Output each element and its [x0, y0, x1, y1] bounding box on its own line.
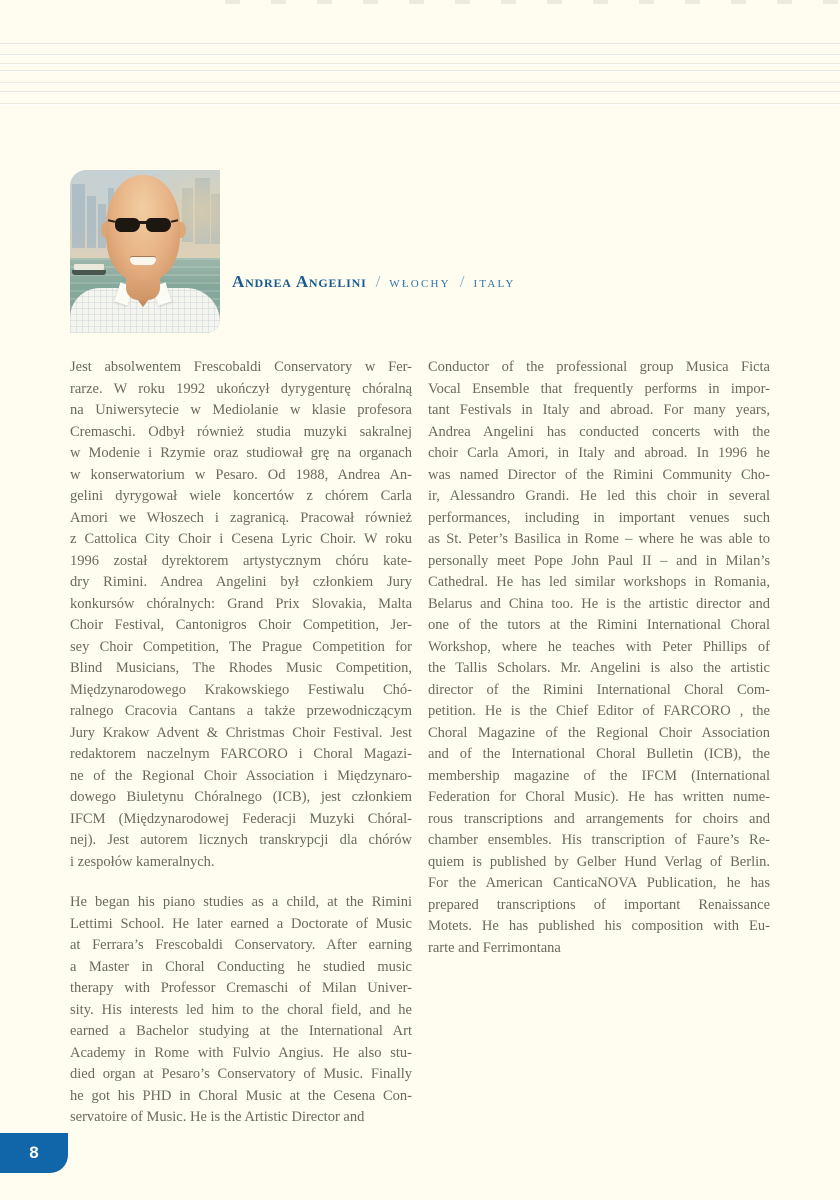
- bio-paragraph-polish: [70, 357, 412, 873]
- text-line: Blind Musicians, The Rhodes Music Competition,: [70, 660, 412, 676]
- page-top-edge-artifact: [225, 0, 840, 4]
- page-number-tab: [0, 1133, 68, 1173]
- text-line: Andrea Angelini has conducted concerts with the: [428, 423, 770, 440]
- text-line: Cathedral. He has led similar workshops in Romania,: [428, 574, 770, 590]
- text-line: petition. He is the Chief Editor of FARCORO , the: [428, 703, 770, 719]
- text-line: a Master in Choral Conducting he studied music: [70, 958, 412, 975]
- text-line: Jury Krakow Advent & Christmas Choir Festival. Jest: [70, 724, 412, 741]
- text-line: ne of the Regional Choir Association i Międzynaro-: [70, 767, 412, 784]
- text-line: Choir Festival, Cantonigros Choir Competition, Jer-: [70, 617, 412, 633]
- text-line: Amori we Włoszech i zagranicą. Pracował również: [70, 509, 412, 526]
- text-line: prepared transcriptions of important Renaissance: [428, 896, 770, 913]
- text-line: Federation for Choral Music). He has written nume-: [428, 789, 770, 805]
- text-line: the Tallis Scholars. Mr. Angelini is also the artistic: [428, 660, 770, 676]
- bio-paragraph-english-part2: [428, 357, 770, 959]
- text-line: at Ferrara’s Frescobaldi Conservatory. After earning: [70, 937, 412, 953]
- text-line: rarte and Ferrimontana: [428, 939, 561, 956]
- text-line: Cremaschi. Odbył również studia muzyki sakralnej: [70, 423, 412, 440]
- portrait-photo: [70, 170, 220, 333]
- text-line: ralnego Cracovia Cantans a także przewodniczącym: [70, 703, 412, 719]
- text-line: rarze. W roku 1992 ukończył dyrygenturę chóralną: [70, 380, 412, 397]
- boat-hull: [72, 270, 106, 275]
- country-english: italy: [473, 274, 516, 291]
- man-smile: [130, 257, 156, 265]
- text-line: Motets. He has published his composition with Eu-: [428, 918, 770, 934]
- text-line: 1996 został dyrektorem artystycznym chóru kate-: [70, 552, 412, 569]
- text-line: sity. His interests led him to the choral field, and he: [70, 1001, 412, 1018]
- text-line: Jest absolwentem Frescobaldi Conservatory w Fer-: [70, 359, 412, 375]
- text-line: w konserwatorium w Pesaro. Od 1988, Andrea An-: [70, 466, 412, 483]
- text-line: ir, Alessandro Grandi. He led this choir in several: [428, 488, 770, 504]
- text-line: Belarus and China too. He is the artistic director and: [428, 595, 770, 612]
- text-line: dowego Biuletynu Chóralnego (ICB), jest członkiem: [70, 789, 412, 805]
- text-line: w Modenie i Rzymie oraz studiował grę na organach: [70, 445, 412, 461]
- text-line: nej). Jest autorem licznych transkrypcji dla chórów: [70, 832, 412, 848]
- rule-line: [0, 54, 840, 55]
- text-line: performances, including in important venues such: [428, 509, 770, 526]
- country-polish: włochy: [389, 274, 451, 291]
- rule-line: [0, 70, 840, 71]
- text-line: Międzynarodowego Krakowskiego Festiwalu Chó-: [70, 681, 412, 698]
- text-line: one of the tutors at the Rimini International Choral: [428, 617, 770, 633]
- text-line: Choral Magazine of the Regional Choir Association: [428, 724, 770, 741]
- text-line: quiem is published by Gelber Hund Verlag of Berlin.: [428, 853, 770, 870]
- text-line: Academy in Rome with Fulvio Angius. He also stu-: [70, 1044, 412, 1061]
- text-line: and of the International Choral Bulletin (ICB), the: [428, 746, 770, 762]
- rule-line: [0, 82, 840, 83]
- text-line: earned a Bachelor studying at the International Art: [70, 1023, 412, 1039]
- text-line: as St. Peter’s Basilica in Rome – where he was able to: [428, 531, 770, 547]
- skyline-building: [72, 184, 85, 248]
- text-line: na Uniwersytecie w Mediolanie w klasie profesora: [70, 402, 412, 418]
- text-line: konkursów chóralnych: Grand Prix Slovakia, Malta: [70, 595, 412, 612]
- text-line: personally meet Pope John Paul II – and in Milan’s: [428, 552, 770, 569]
- text-line: director of the Rimini International Choral Com-: [428, 681, 770, 698]
- person-heading: [232, 272, 516, 292]
- text-line: Lettimi School. He later earned a Doctorate of Music: [70, 915, 412, 932]
- text-line: rous transcriptions and arrangements for choirs and: [428, 810, 770, 827]
- text-line: sey Choir Competition, The Prague Competition for: [70, 638, 412, 655]
- rule-line: [0, 63, 840, 64]
- separator-slash: /: [459, 272, 465, 291]
- text-line: For the American CanticaNOVA Publication, he has: [428, 875, 770, 891]
- text-line: Conductor of the professional group Musica Ficta: [428, 359, 770, 375]
- left-text-column: [70, 357, 412, 1129]
- sunglasses-lens: [115, 218, 140, 232]
- text-line: Workshop, where he teaches with Peter Phillips of: [428, 638, 770, 655]
- separator-slash: /: [375, 272, 381, 291]
- text-line: choir Carla Amori, in Italy and abroad. In 1996 he: [428, 445, 770, 461]
- text-line: chamber ensembles. His transcription of Faure’s Re-: [428, 832, 770, 848]
- sunglasses-lens: [146, 218, 171, 232]
- text-line: he got his PHD in Choral Music at the Cesena Con-: [70, 1087, 412, 1104]
- text-line: died organ at Pesaro’s Conservatory of Music. Finally: [70, 1066, 412, 1082]
- text-line: membership magazine of the IFCM (International: [428, 767, 770, 784]
- right-text-column: [428, 357, 770, 959]
- text-line: Vocal Ensemble that frequently performs in impor-: [428, 380, 770, 397]
- text-line: z Cattolica City Choir i Cesena Lyric Choir. W roku: [70, 531, 412, 547]
- text-line: He began his piano studies as a child, at the Rimini: [70, 894, 412, 910]
- text-line: IFCM (Międzynarodowej Federacji Muzyki Chóral-: [70, 810, 412, 827]
- text-line: dry Rimini. Andrea Angelini był członkiem Jury: [70, 574, 412, 590]
- text-line: was named Director of the Rimini Community Cho-: [428, 466, 770, 483]
- boat: [72, 264, 106, 277]
- skyline-building: [87, 196, 96, 248]
- rule-line: [0, 43, 840, 44]
- text-line: tant Festivals in Italy and abroad. For many years,: [428, 402, 770, 418]
- text-line: servatoire of Music. He is the Artistic Director and: [70, 1109, 365, 1125]
- bio-paragraph-english-part1: [70, 892, 412, 1129]
- text-line: redaktorem naczelnym FARCORO i Choral Magazi-: [70, 746, 412, 762]
- sunglasses: [114, 217, 172, 234]
- rule-line: [0, 91, 840, 92]
- text-line: i zespołów kameralnych.: [70, 853, 215, 870]
- person-name: Andrea Angelini: [232, 272, 367, 291]
- text-line: therapy with Professor Cremaschi of Milan Univer-: [70, 980, 412, 996]
- text-line: gelini dyrygował wiele koncertów z chórem Carla: [70, 488, 412, 504]
- page-number: 8: [29, 1143, 39, 1162]
- rule-line: [0, 103, 840, 104]
